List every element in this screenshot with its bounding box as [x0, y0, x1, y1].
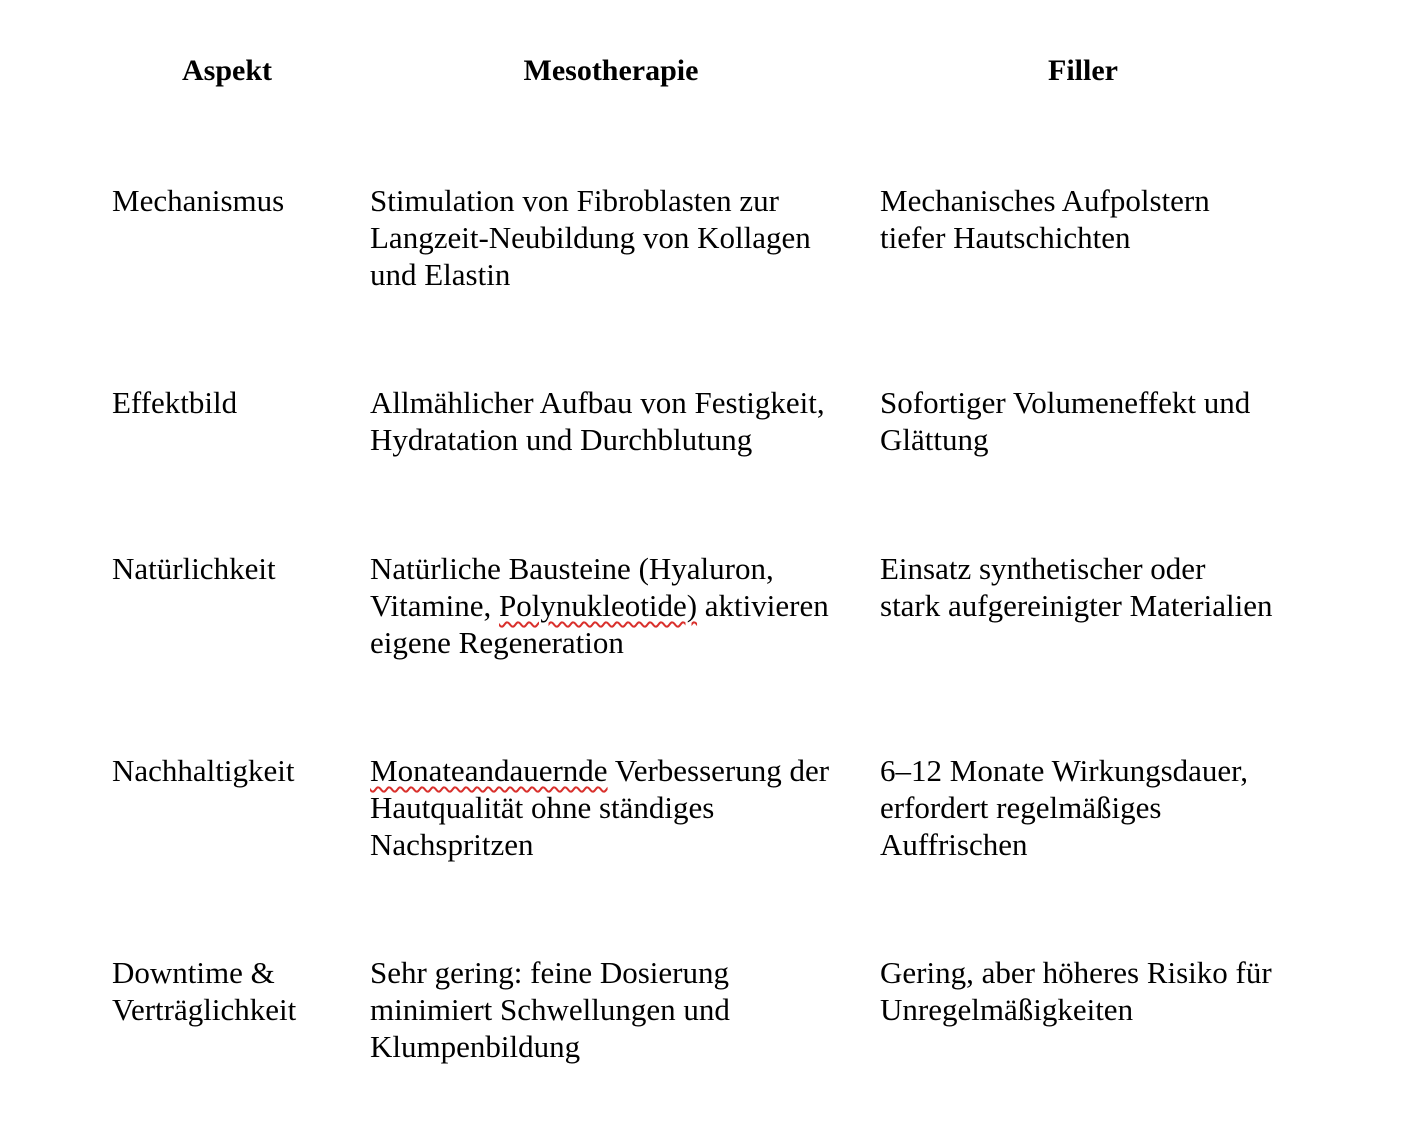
header-mesotherapie: Mesotherapie: [523, 54, 699, 87]
cell-filler: Sofortiger Volumeneffekt und Glättung: [880, 385, 1251, 457]
cell-mesotherapie: Allmählicher Aufbau von Festigkeit, Hydratation und Durchblutung: [370, 385, 825, 457]
cell-text-segment: aktivieren eigene Regeneration: [370, 588, 829, 660]
header-filler: Filler: [1048, 54, 1118, 87]
cell-mesotherapie: [370, 550, 860, 661]
cell-filler: Gering, aber höheres Risiko für Unregelmäßigkeiten: [880, 955, 1272, 1027]
spellcheck-flagged-word[interactable]: Monateandauernde: [370, 753, 608, 788]
cell-mesotherapie: Stimulation von Fibroblasten zur Langzeit-Neubildung von Kollagen und Elastin: [370, 183, 811, 292]
cell-mesotherapie: Sehr gering: feine Dosierung minimiert Schwellungen und Klumpenbildung: [370, 955, 730, 1064]
cell-aspect: Effektbild: [112, 385, 238, 420]
header-aspect: Aspekt: [181, 54, 272, 87]
cell-aspect: Natürlichkeit: [112, 551, 276, 586]
cell-filler: Mechanisches Aufpolstern tiefer Hautschichten: [880, 183, 1210, 255]
cell-aspect: Nachhaltigkeit: [112, 753, 295, 788]
cell-text-segment: Verbesserung der Hautqualität ohne ständiges Nachspritzen: [370, 753, 830, 862]
cell-aspect: Mechanismus: [112, 183, 285, 218]
cell-filler: Einsatz synthetischer oder stark aufgereinigter Materialien: [880, 551, 1273, 623]
spellcheck-flagged-word[interactable]: Polynukleotide): [499, 588, 698, 623]
cell-text-segment: Natürliche Bausteine (Hyaluron, Vitamine,: [370, 551, 774, 623]
cell-mesotherapie: [370, 752, 860, 863]
cell-filler: 6–12 Monate Wirkungsdauer, erfordert regelmäßiges Auffrischen: [880, 753, 1249, 862]
cell-aspect: Downtime & Verträglichkeit: [112, 955, 297, 1027]
